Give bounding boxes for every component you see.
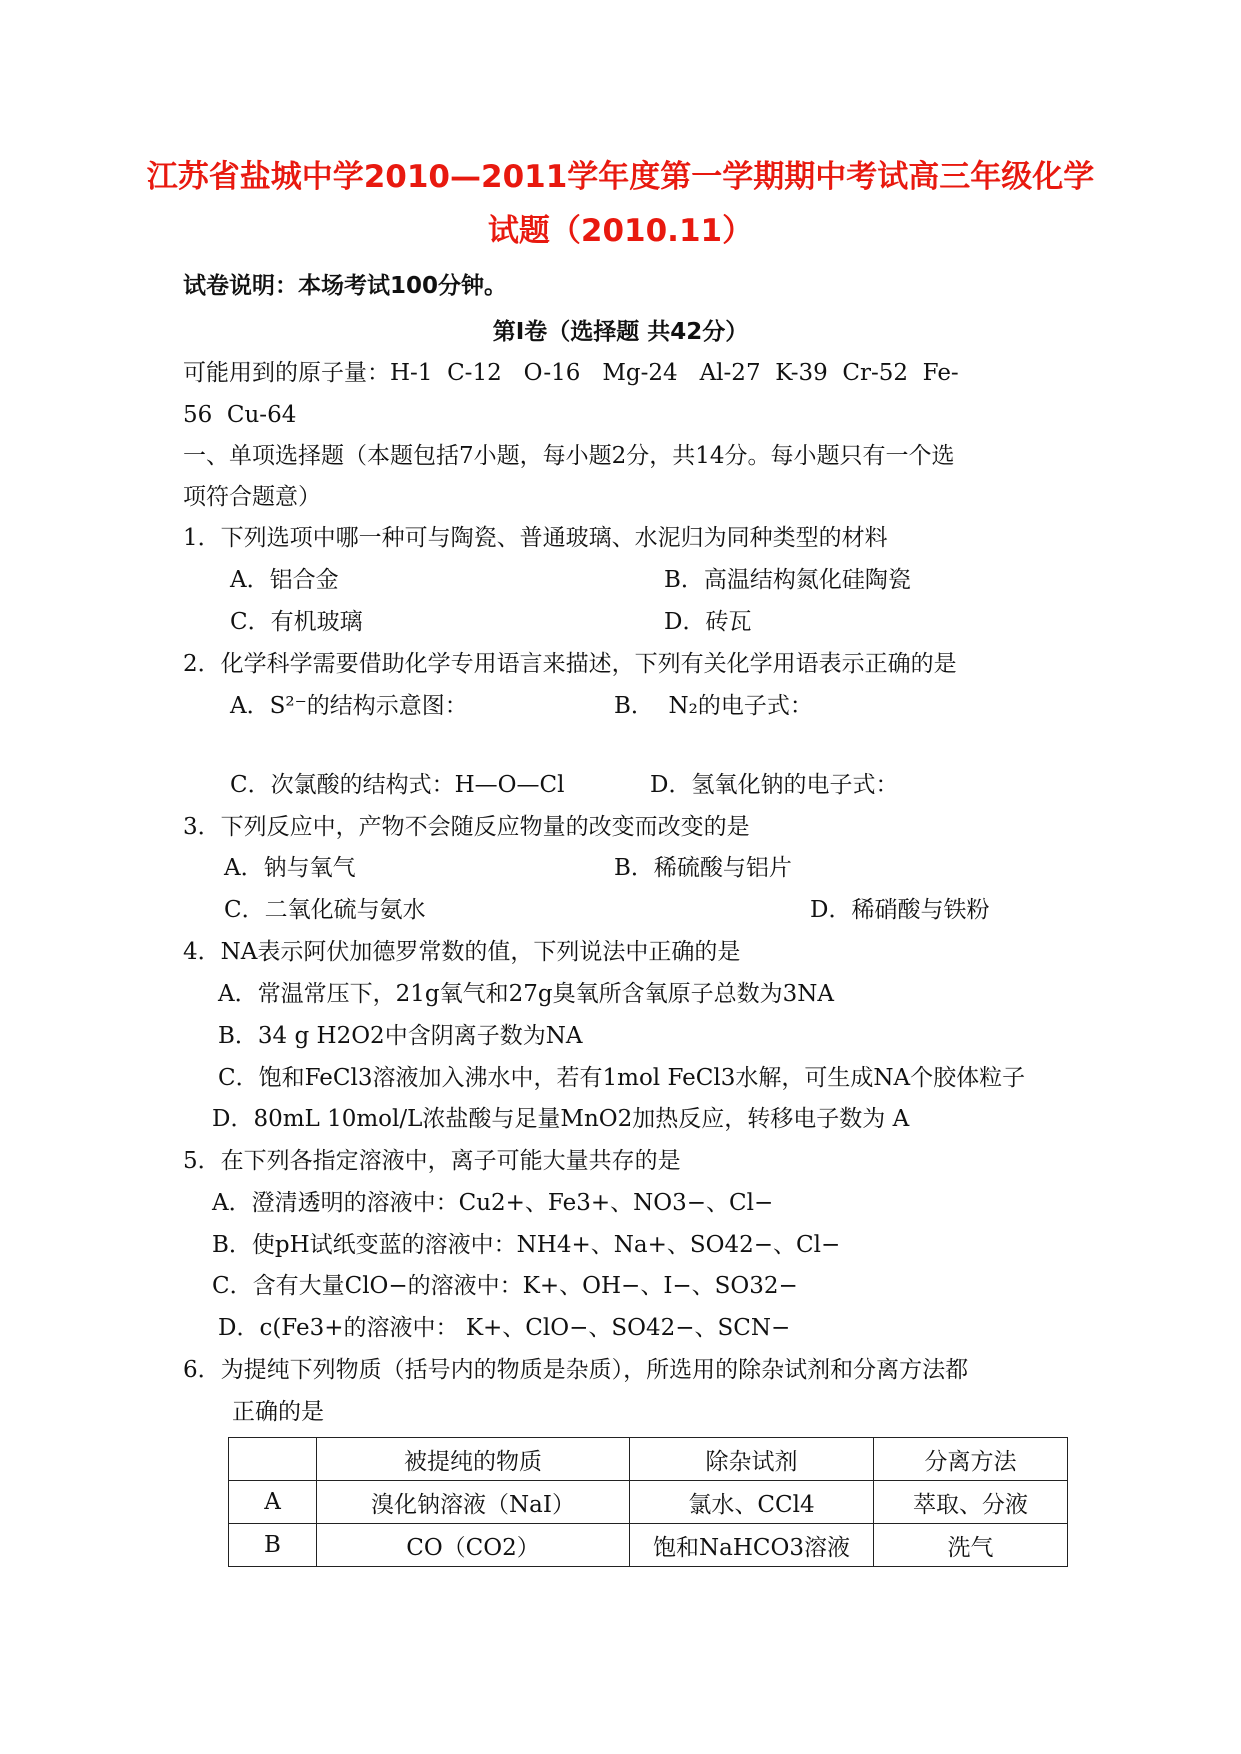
question-3-option-c: C．二氧化硫与氨水	[224, 897, 426, 923]
atomic-masses-line1: 可能用到的原子量：H-1 C-12 O-16 Mg-24 Al-27 K-39 Cr-52 Fe-	[183, 360, 959, 386]
question-1-option-b: B．高温结构氮化硅陶瓷	[664, 567, 911, 593]
document-title-line1: 江苏省盐城中学2010—2011学年度第一学期期中考试高三年级化学	[146, 159, 1095, 195]
atomic-masses-line2: 56 Cu-64	[183, 402, 297, 428]
question-5-option-b: B．使pH试纸变蓝的溶液中：NH4+、Na+、SO42−、Cl−	[212, 1232, 841, 1258]
question-2-option-a: A．S²⁻的结构示意图：	[230, 693, 468, 719]
question-4-option-c: C．饱和FeCl3溶液加入沸水中，若有1mol FeCl3水解，可生成NA个胶体粒子	[218, 1065, 1026, 1091]
question-3-option-a: A．钠与氧气	[224, 855, 356, 881]
table-cell: 萃取、分液	[874, 1481, 1068, 1524]
table-cell: B	[229, 1524, 317, 1567]
table-header-cell: 除杂试剂	[630, 1438, 874, 1481]
purification-table	[228, 1437, 1068, 1567]
question-4-option-a: A．常温常压下，21g氧气和27g臭氧所含氧原子总数为3NA	[218, 981, 834, 1007]
question-2-option-c: C．次氯酸的结构式：H—O—Cl	[230, 772, 565, 798]
question-6-stem-line1: 6．为提纯下列物质（括号内的物质是杂质），所选用的除杂试剂和分离方法都	[183, 1357, 969, 1383]
question-2-option-d: D．氢氧化钠的电子式：	[650, 772, 899, 798]
question-2-option-b: B． N₂的电子式：	[614, 693, 813, 719]
table-cell: CO（CO2）	[317, 1524, 630, 1567]
table-cell: 氯水、CCl4	[630, 1481, 874, 1524]
question-5-stem: 5．在下列各指定溶液中，离子可能大量共存的是	[183, 1148, 681, 1174]
section-title: 第Ⅰ卷（选择题 共42分）	[492, 319, 749, 345]
table-header-cell: 被提纯的物质	[317, 1438, 630, 1481]
question-1-option-a: A．铝合金	[230, 567, 339, 593]
table-cell: 溴化钠溶液（NaI）	[317, 1481, 630, 1524]
question-3-stem: 3．下列反应中，产物不会随反应物量的改变而改变的是	[183, 814, 750, 840]
question-1-option-c: C．有机玻璃	[230, 609, 363, 635]
part1-heading-line1: 一、单项选择题（本题包括7小题，每小题2分，共14分。每小题只有一个选	[183, 443, 955, 469]
question-6-stem-line2: 正确的是	[232, 1399, 324, 1425]
question-4-option-d: D．80mL 10mol/L浓盐酸与足量MnO2加热反应，转移电子数为 A	[212, 1106, 910, 1132]
table-row	[229, 1524, 1068, 1567]
document-title-line2: 试题（2010.11）	[487, 213, 754, 249]
part1-heading-line2: 项符合题意）	[183, 484, 321, 510]
table-cell: 洗气	[874, 1524, 1068, 1567]
question-4-option-b: B．34 g H2O2中含阴离子数为NA	[218, 1023, 583, 1049]
question-3-option-d: D．稀硝酸与铁粉	[810, 897, 990, 923]
question-1-stem: 1．下列选项中哪一种可与陶瓷、普通玻璃、水泥归为同种类型的材料	[183, 525, 888, 551]
question-4-stem: 4．NA表示阿伏加德罗常数的值，下列说法中正确的是	[183, 939, 741, 965]
table-row	[229, 1481, 1068, 1524]
question-5-option-c: C．含有大量ClO−的溶液中：K+、OH−、I−、SO32−	[212, 1273, 798, 1299]
table-header-cell: 分离方法	[874, 1438, 1068, 1481]
table-cell: A	[229, 1481, 317, 1524]
table-header-cell	[229, 1438, 317, 1481]
table-cell: 饱和NaHCO3溶液	[630, 1524, 874, 1567]
question-2-stem: 2．化学科学需要借助化学专用语言来描述，下列有关化学用语表示正确的是	[183, 651, 957, 677]
table-header-row	[229, 1438, 1068, 1481]
question-5-option-a: A．澄清透明的溶液中：Cu2+、Fe3+、NO3−、Cl−	[212, 1190, 774, 1216]
question-1-option-d: D．砖瓦	[664, 609, 752, 635]
question-3-option-b: B．稀硫酸与铝片	[614, 855, 792, 881]
exam-note: 试卷说明：本场考试100分钟。	[183, 273, 508, 299]
question-5-option-d: D．c(Fe3+的溶液中： K+、ClO−、SO42−、SCN−	[218, 1315, 791, 1341]
